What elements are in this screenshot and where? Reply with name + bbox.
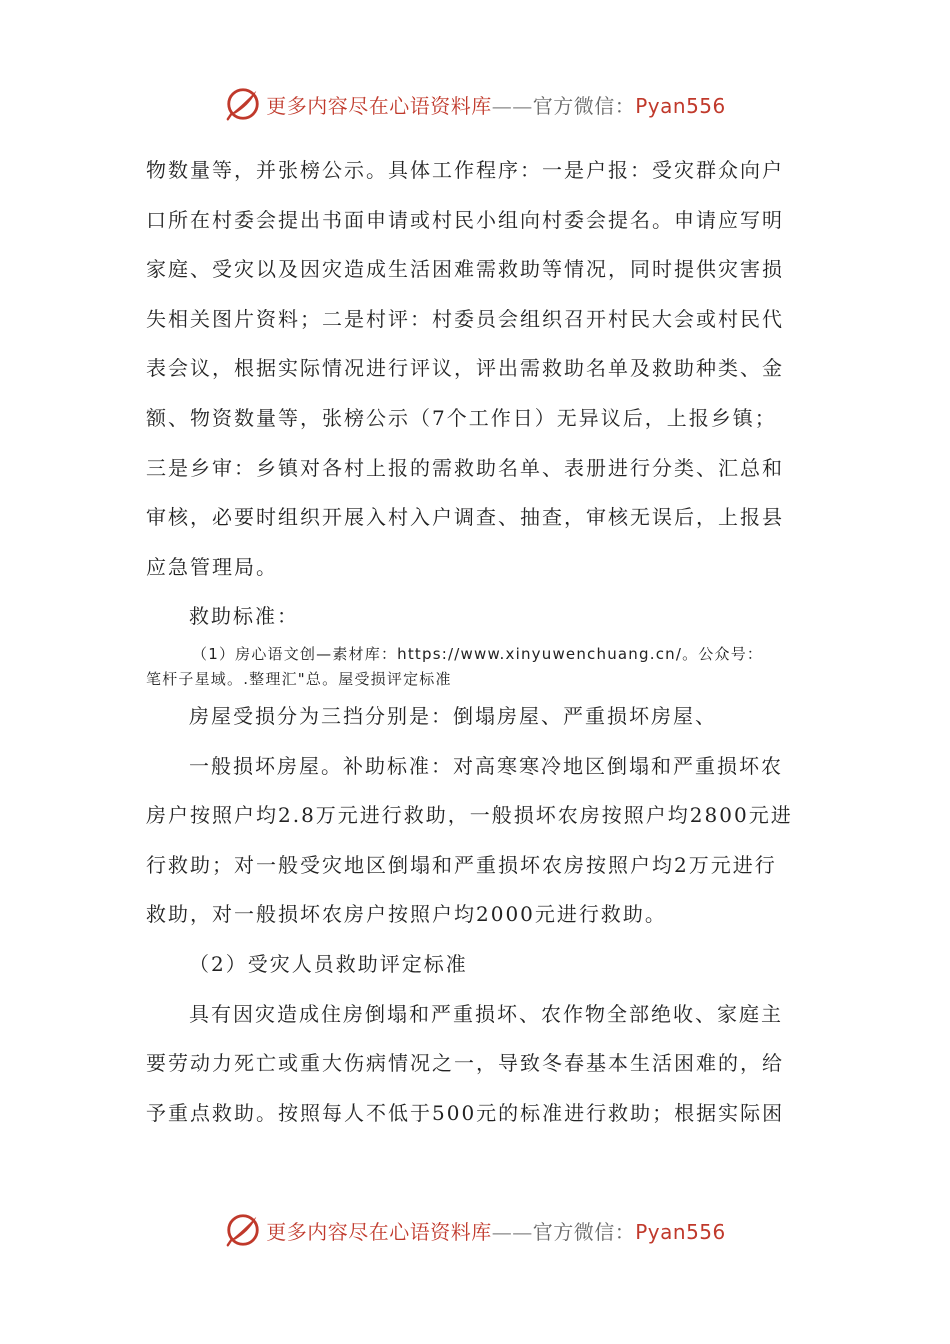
house-line-1: 房屋受损分为三挡分别是：倒塌房屋、严重损坏房屋、 (189, 703, 717, 728)
text-line: 家庭、受灾以及因灾造成生活困难需救助等情况，同时提供灾害损 (146, 257, 784, 282)
small-line (146, 642, 798, 667)
text-line: 物数量等，并张榜公示。具体工作程序：一是户报：受灾群众向户 (146, 158, 784, 182)
footer-banner (0, 1210, 950, 1250)
document-body (146, 146, 798, 1138)
house-line-3: 房户按照户均2.8万元进行救助，一般损坏农房按照户均2800元进 (146, 803, 793, 828)
small-line-2: 笔杆子星域。.整理汇"总。屋受损评定标准 (146, 669, 452, 688)
header-site-name: 更多内容尽在心语资料库 (266, 93, 492, 118)
quill-logo-icon (224, 1211, 262, 1249)
header-banner (0, 84, 950, 124)
people-heading: （2）受灾人员救助评定标准 (189, 951, 468, 976)
text-line: 失相关图片资料；二是村评：村委员会组织召开村民大会或村民代 (146, 306, 784, 331)
text-line: 额、物资数量等，张榜公示（7个工作日）无异议后，上报乡镇； (146, 405, 777, 430)
people-line-3: 予重点救助。按照每人不低于500元的标准进行救助；根据实际困 (146, 1100, 785, 1125)
text-line: 审核，必要时组织开展入村入户调查、抽查，审核无误后，上报县 (146, 505, 784, 530)
people-line-2: 要劳动力死亡或重大伤病情况之一，导致冬春基本生活困难的，给 (146, 1051, 784, 1076)
text-line: 口所在村委会提出书面申请或村民小组向村委会提名。申请应写明 (146, 207, 784, 232)
quill-logo-icon (224, 85, 262, 123)
footer-banner-text (266, 1216, 726, 1245)
house-line-5: 救助，对一般损坏农房户按照户均2000元进行救助。 (146, 902, 667, 927)
small-line-1: （1）房心语文创—素材库：https://www.xinyuwenchuang.cn/。公众号： (192, 644, 764, 663)
footer-site-name: 更多内容尽在心语资料库 (266, 1219, 492, 1244)
house-line-4: 行救助；对一般受灾地区倒塌和严重损坏农房按照户均2万元进行 (146, 852, 777, 877)
footer-wechat-label: 官方微信： (532, 1219, 636, 1244)
standard-heading: 救助标准： (189, 604, 299, 629)
text-line: 应急管理局。 (146, 554, 278, 579)
people-line-1: 具有因灾造成住房倒塌和严重损坏、农作物全部绝收、家庭主 (189, 1001, 783, 1026)
footer-wechat-id: Pyan556 (635, 1219, 726, 1244)
header-wechat-id: Pyan556 (635, 93, 726, 118)
header-banner-text (266, 90, 726, 119)
text-line: 三是乡审：乡镇对各村上报的需救助名单、表册进行分类、汇总和 (146, 455, 784, 480)
header-wechat-label: 官方微信： (532, 93, 636, 118)
text-line: 表会议，根据实际情况进行评议，评出需救助名单及救助种类、金 (146, 356, 784, 381)
header-dash: —— (491, 93, 533, 118)
footer-dash: —— (491, 1219, 533, 1244)
house-line-2: 一般损坏房屋。补助标准：对高寒寒冷地区倒塌和严重损坏农 (189, 753, 783, 778)
